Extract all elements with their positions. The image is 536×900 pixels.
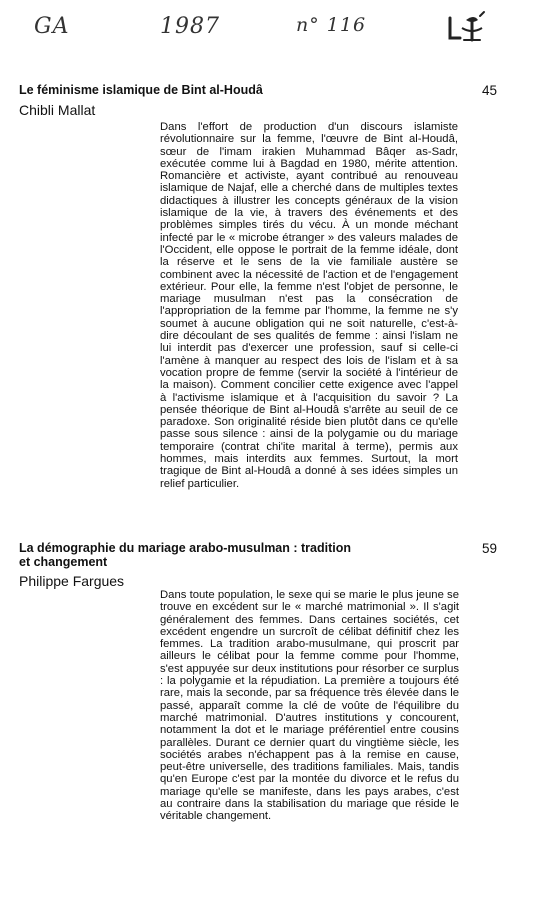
page-number: 59 [482,541,498,556]
library-stamp-logo [444,8,492,48]
handwritten-annotation: 1987 [160,14,220,39]
page-number: 45 [482,83,498,98]
article-abstract: Dans l'effort de production d'un discours islamiste révolutionnaire sur la femme, l'œuvre de Bint al-Houdâ, sœur de l'imam irakien Muhammad Bâqer as-Sadr, exécutée comme lui à Bagdad en 1980, mérite attention. Romancière et activiste, ayant contribué au renouveau islamique de Najaf, elle a cherché dans de multiples textes didactiques à illustrer les concepts généraux de la vision islamique de la vie, à travers des événements et des problèmes simples tirés du vécu. À un monde méchant infecté par le « microbe étranger » des valeurs malades de l'Occident, elle oppose le portrait de la femme idéale, dont la réserve et le sens de la vie familiale austère se combinent avec la nécessité de l'action et de l'engagement extérieur. Pour elle, la femme n'est l'objet de personne, le mariage musulman n'est pas la consécration de l'appropriation de la femme par l'homme, la femme ne s'y soumet à aucune obligation qui ne soit naturelle, c'est-à-dire découlant de ses qualités de femme : ainsi l'islam ne lui interdit pas d'exercer une profession, sauf si celle-ci l'amène à manquer au respect des lois de l'islam et à sa vocation propre de femme (servir la société à l'intérieur de la maison). Comment concilier cette exigence avec l'appel à l'activisme islamique et à l'acquisition du savoir ? La pensée théorique de Bint al-Houdâ s'arrête au seuil de ce paradoxe. Son originalité réside bien plutôt dans ce qu'elle passe sous silence : ainsi de la polygamie ou du mariage temporaire (contrat chi'ite marital à terme), permis aux hommes, mais interdits aux femmes. Surtout, la mort tragique de Bint al-Houdâ a donné à ses idées simples un relief particulier. [160,121,458,490]
article-author: Philippe Fargues [19,573,125,589]
handwritten-annotation: GA [34,14,70,39]
article-author: Chibli Mallat [19,102,96,118]
handwritten-annotation: n° 116 [296,14,367,36]
article-title: Le féminisme islamique de Bint al-Houdâ [19,83,263,97]
article-abstract: Dans toute population, le sexe qui se marie le plus jeune se trouve en excédent sur le « marché matrimonial ». Il s'agit généralement des femmes. Dans certaines sociétés, cet excédent engendre un surcroît de célibat définitif chez les femmes. La tradition arabo-musulmane, qui proscrit par ailleurs le célibat pour la femme comme pour l'homme, s'est appuyée sur deux institutions pour résorber ce surplus : la polygamie et la répudiation. La première a toujours été rare, mais la seconde, par sa fréquence très élevée dans le passé, apparaît comme la clé de voûte de l'équilibre du marché matrimonial. D'autres institutions y concourent, notamment la dot et le mariage préférentiel entre cousins parallèles. Durant ce dernier quart du vingtième siècle, les sociétés arabes n'échappent pas à la remise en cause, peut-être universelle, des traditions familiales. Mais, tandis qu'en Europe c'est par la montée du divorce et le refus du mariage qu'elle se manifeste, dans les pays arabes, c'est au contraire dans la stabilisation du mariage que réside le véritable changement. [160,589,459,823]
article-title: La démographie du mariage arabo-musulman : tradition et changement [19,541,351,569]
